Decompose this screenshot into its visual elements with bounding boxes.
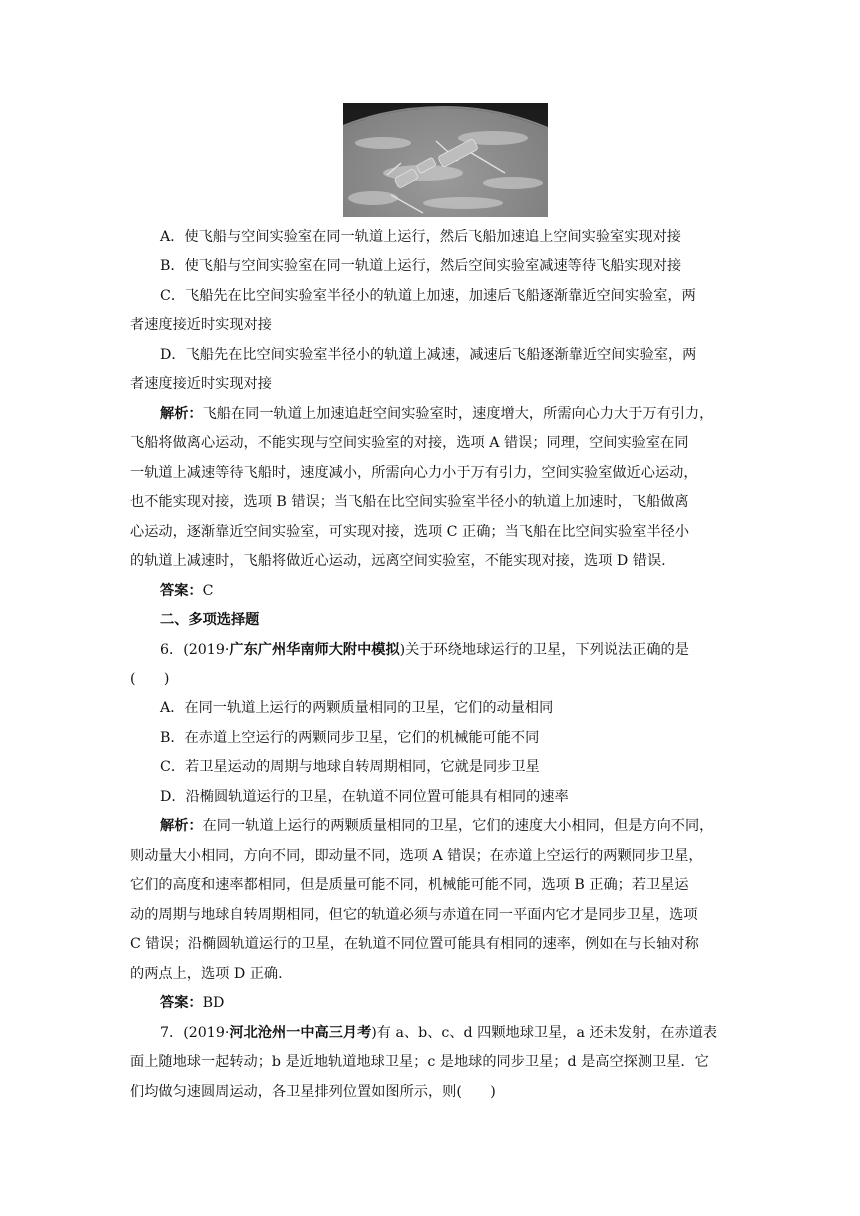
q5-analysis-text-1: 飞船在同一轨道上加速追赶空间实验室时，速度增大，所需向心力大于万有引力， [202,406,714,422]
q5-option-d: D．飞船先在比空间实验室半径小的轨道上减速，减速后飞船逐渐靠近空间实验室，两 [160,347,697,363]
space-station-photo [343,103,548,217]
q6-analysis-line-5: C 错误；沿椭圆轨道运行的卫星，在轨道不同位置可能具有相同的速率，例如在与长轴对称 [130,936,699,952]
q6-paren: ( ) [130,671,170,687]
q5-analysis-label: 解析： [160,406,203,422]
q7-stem-line-3: 们均做匀速圆周运动，各卫星排列位置如图所示，则( ) [130,1084,496,1100]
q6-analysis-label: 解析： [160,818,203,834]
q5-option-d-cont: 者速度接近时实现对接 [130,376,272,392]
q5-option-c-cont: 者速度接近时实现对接 [130,317,272,333]
q5-analysis-line-4: 也不能实现对接，选项 B 错误；当飞船在比空间实验室半径小的轨道上加速时，飞船做离 [130,494,689,510]
q6-stem [160,640,760,660]
q6-answer-value: BD [202,995,225,1011]
q6-analysis-line-3: 它们的高度和速率都相同，但是质量可能不同，机械能可能不同，选项 B 正确；若卫星运 [130,877,689,893]
q6-analysis-line-1 [160,816,730,836]
q5-analysis-line-3: 一轨道上减速等待飞船时，速度减小，所需向心力小于万有引力，空间实验室做近心运动， [130,465,698,481]
q7-stem-line-2: 面上随地球一起转动；b 是近地轨道地球卫星；c 是地球的同步卫星；d 是高空探测卫星．它 [130,1054,709,1070]
q6-option-b: B．在赤道上空运行的两颗同步卫星，它们的机械能可能不同 [160,730,540,746]
q7-number: 7．(2019· [160,1025,230,1041]
q6-stem-text: )关于环绕地球运行的卫星，下列说法正确的是 [399,642,689,658]
q6-analysis-line-2: 则动量大小相同，方向不同，即动量不同，选项 A 错误；在赤道上空运行的两颗同步卫星， [130,848,703,864]
q7-source: 河北沧州一中高三月考 [229,1025,372,1041]
q6-answer [160,993,760,1013]
q6-answer-label: 答案： [160,995,203,1011]
q7-stem-text-1: )有 a、b、c、d 四颗地球卫星，a 还未发射，在赤道表 [371,1025,718,1041]
q5-analysis-line-1 [160,404,730,424]
section-title-multiple-choice: 二、多项选择题 [160,612,260,628]
q5-option-b: B．使飞船与空间实验室在同一轨道上运行，然后空间实验室减速等待飞船实现对接 [160,258,682,274]
q6-analysis-line-6: 的两点上，选项 D 正确. [130,966,283,982]
q6-source: 广东广州华南师大附中模拟 [229,642,400,658]
q5-option-c: C．飞船先在比空间实验室半径小的轨道上加速，加速后飞船逐渐靠近空间实验室，两 [160,288,696,304]
q5-analysis-line-2: 飞船将做离心运动，不能实现与空间实验室的对接，选项 A 错误；同理，空间实验室在同 [130,435,689,451]
q5-answer-value: C [202,583,214,599]
q5-analysis-line-6: 的轨道上减速时，飞船将做近心运动，远离空间实验室，不能实现对接，选项 D 错误. [130,553,666,569]
q5-option-a: A．使飞船与空间实验室在同一轨道上运行，然后飞船加速追上空间实验室实现对接 [160,229,681,245]
space-station-image [343,103,548,217]
q5-answer [160,581,760,601]
q6-number: 6．(2019· [160,642,230,658]
q7-stem-line-1 [160,1023,730,1043]
q6-option-a: A．在同一轨道上运行的两颗质量相同的卫星，它们的动量相同 [160,700,554,716]
q5-answer-label: 答案： [160,583,203,599]
q6-option-d: D．沿椭圆轨道运行的卫星，在轨道不同位置可能具有相同的速率 [160,789,569,805]
q6-option-c: C．若卫星运动的周期与地球自转周期相同，它就是同步卫星 [160,759,540,775]
q5-analysis-line-5: 心运动，逐渐靠近空间实验室，可实现对接，选项 C 正确；当飞船在比空间实验室半径小 [130,524,690,540]
q6-analysis-text-1: 在同一轨道上运行的两颗质量相同的卫星，它们的速度大小相同，但是方向不同， [202,818,714,834]
q6-analysis-line-4: 动的周期与地球自转周期相同，但它的轨道必须与赤道在同一平面内它才是同步卫星，选项 [130,907,698,923]
